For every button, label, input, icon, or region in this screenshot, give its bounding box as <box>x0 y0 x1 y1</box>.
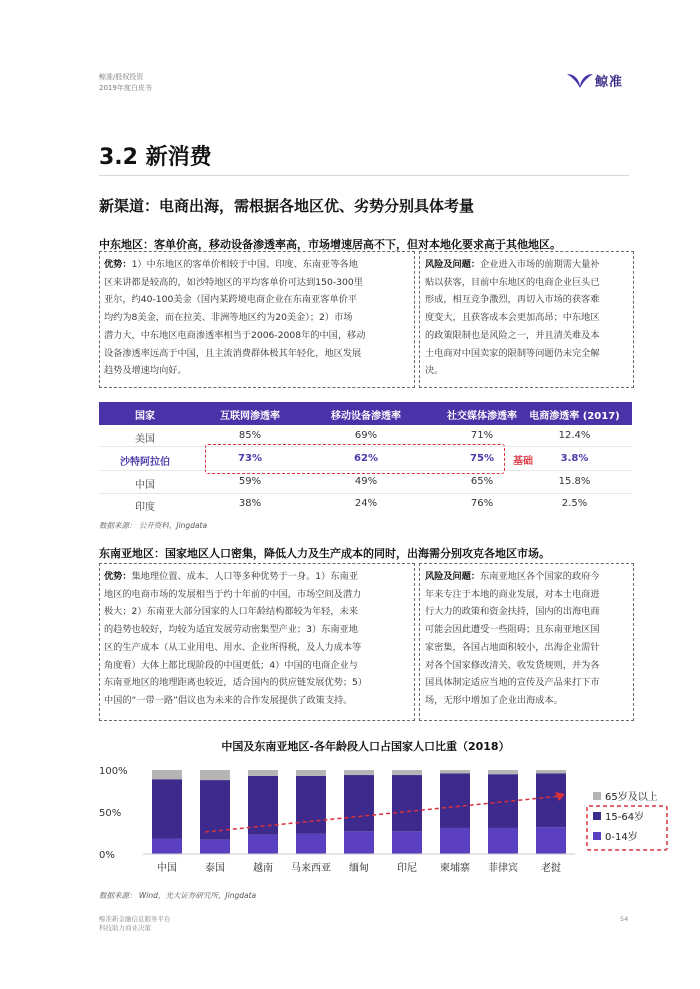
sea-heading: 东南亚地区：国家地区人口密集，降低人力及生产成本的同时，出海需分别攻克各地区市场。 <box>99 547 550 560</box>
footer-line2: 科技助力商业决策 <box>99 924 151 932</box>
section-title: 3.2 新消费 <box>99 145 212 170</box>
table-source: 数据来源： 公开资料，Jingdata <box>99 521 208 530</box>
sea-advantage-text: 优势：集地理位置、成本、人口等多种优势于一身。1）东南亚 地区的电商市场的发展相当于约十年前的中国，市场空间及潜力 极大；2）东南亚大部分国家的人口年龄结构都较为年轻，未来 的趋势也较好，均较为适宜发展劳动密集型产业；3）东南亚地 区的生产成本（从工业用电、用水、企业所得税，及人力成本等 角度看）大体上都比现阶段的中国更低；4）中国的电商企业与 东南亚地区的地理距离也较近，适合国内的供应链发展优势；5） 中国的“一带一路”倡议也为未来的合作发展提供了政策支持。 <box>104 571 368 706</box>
chart-source: 数据来源： Wind，光大证券研究所，Jingdata <box>99 891 257 900</box>
x-tick-label: 老挝 <box>541 863 561 874</box>
th-social: 社交媒体渗透率 <box>447 411 517 422</box>
x-tick-label: 菲律宾 <box>488 863 518 874</box>
bar-segment <box>296 776 326 834</box>
bar-segment <box>440 828 470 854</box>
bar-segment <box>344 831 374 854</box>
bar-segment <box>344 775 374 831</box>
adv-label: 优势： <box>104 259 132 270</box>
bar-segment <box>152 770 182 779</box>
legend-label: 0-14岁 <box>605 832 638 843</box>
bar-segment <box>392 831 422 854</box>
risk-label: 风险及问题： <box>425 259 481 270</box>
x-tick-label: 柬埔寨 <box>440 863 470 874</box>
x-tick-label: 泰国 <box>205 863 225 874</box>
legend-swatch <box>593 812 601 820</box>
bar-segment <box>248 770 278 776</box>
bar-segment <box>536 773 566 827</box>
mideast-advantage-text: 优势：1）中东地区的客单价相较于中国、印度、东南亚等各地 区来讲都是较高的，如沙特地区的平均客单价可达到150-300里 亚尔，约40-100美金（国内某跨境电商企业在东南亚客单价平 均约为8美金，而在拉美、非洲等地区约为20美金）；2）市场 潜力大，中东地区电商渗透率相当于2006-2008年的中国，移动 设备渗透率远高于中国，且主流消费群体极其年轻化，地区发展 趋势及增速均向好。 <box>104 259 366 377</box>
row-divider <box>99 493 632 494</box>
header-report: 2019年度白皮书 <box>99 84 152 92</box>
legend-label: 15-64岁 <box>605 812 645 823</box>
bar-segment <box>248 835 278 854</box>
table-header <box>99 402 632 425</box>
th-internet: 互联网渗透率 <box>220 411 280 422</box>
bar-segment <box>440 770 470 773</box>
bar-segment <box>440 773 470 828</box>
x-tick-label: 缅甸 <box>349 863 369 874</box>
bar-segment <box>344 770 374 775</box>
base-label: 基础 <box>513 456 533 467</box>
highlight-box <box>205 444 505 474</box>
bar-segment <box>152 779 182 839</box>
page-subtitle: 新渠道：电商出海，需根据各地区优、劣势分别具体考量 <box>99 197 475 215</box>
footer-line1: 鲸准新金融信息服务平台 <box>99 915 171 923</box>
y-tick-label: 100% <box>99 766 128 777</box>
whale-tail-icon <box>565 70 595 90</box>
legend-label: 65岁及以上 <box>605 792 658 803</box>
x-tick-label: 越南 <box>253 863 273 874</box>
bar-segment <box>488 770 518 774</box>
age-distribution-chart <box>95 758 658 883</box>
bar-segment <box>392 770 422 775</box>
bar-segment <box>536 770 566 773</box>
y-tick-label: 50% <box>99 808 122 819</box>
sea-risk-text: 风险及问题：东南亚地区各个国家的政府今 年来专注于本地的商业发展，对本土电商进 行大力的政策和资金扶持，国内的出海电商 可能会因此遭受一些阻碍；且东南亚地区国 家密集，各国占地面积较小，出海企业需针 对各个国家修改清关、收发货规则，并为各 国具体制定适应当地的宣传及产品来打下市 场，无形中增加了企业出海成本。 <box>425 571 600 706</box>
x-tick-label: 中国 <box>157 863 177 874</box>
y-tick-label: 0% <box>99 850 115 861</box>
mideast-risk-text: 风险及问题：企业进入市场的前期需大量补 贴以获客，目前中东地区的电商企业巨头已 形成，相互竞争激烈，再切入市场的获客难 度变大，且获客成本会更加高昂；中东地区 的政策限制也是风险之一，并且清关难及本 土电商对中国卖家的限制等问题仍未完全解 决。 <box>425 259 600 377</box>
bar-segment <box>296 770 326 776</box>
x-tick-label: 印尼 <box>397 863 417 874</box>
bar-segment <box>200 840 230 854</box>
bar-segment <box>152 839 182 854</box>
logo-text: 鲸准 <box>595 74 624 90</box>
logo <box>565 70 623 90</box>
legend-swatch <box>593 832 601 840</box>
th-ecommerce: 电商渗透率 (2017) <box>529 411 620 422</box>
bar-segment <box>392 775 422 831</box>
th-mobile: 移动设备渗透率 <box>331 411 401 422</box>
bar-segment <box>296 834 326 854</box>
bar-segment <box>488 828 518 854</box>
th-country: 国家 <box>135 411 155 422</box>
bar-segment <box>200 770 230 780</box>
chart-title: 中国及东南亚地区-各年龄段人口占国家人口比重（2018） <box>221 740 510 753</box>
bar-segment <box>536 827 566 854</box>
x-tick-label: 马来西亚 <box>291 863 331 874</box>
page-number: 54 <box>620 915 629 923</box>
title-divider <box>99 175 629 176</box>
legend-swatch <box>593 792 601 800</box>
mideast-heading: 中东地区：客单价高，移动设备渗透率高，市场增速居高不下，但对本地化要求高于其他地区。 <box>99 238 561 251</box>
header-org: 鲸准/股权投资 <box>99 73 144 81</box>
